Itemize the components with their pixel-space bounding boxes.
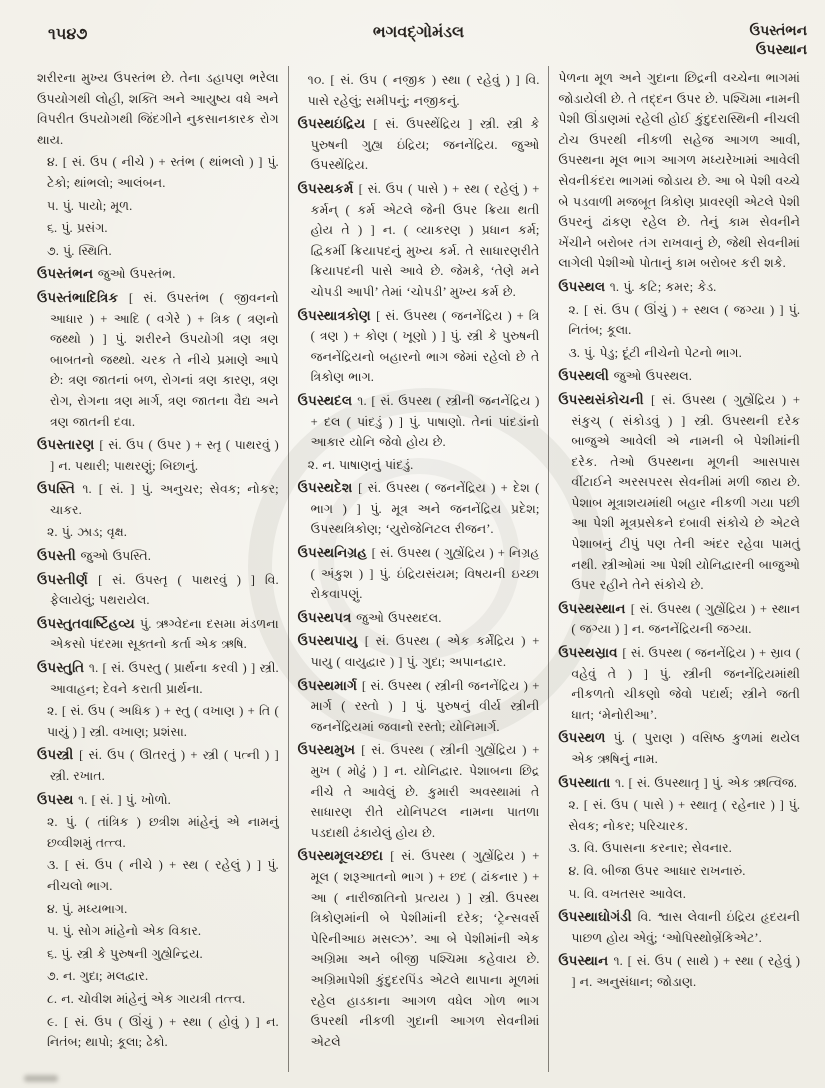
- dictionary-entry: [37, 745, 279, 786]
- headword: ઉપસ્થાન: [558, 953, 614, 969]
- entry-text: [ સં. ઉપસ્થ ( ગુહ્યેંદ્રિય ) + સંકુચ્ ( સંકોડવું ) ] સ્ત્રી. ઉપસ્થની દરેક બાજુએ આવેલી એ નામની બે પેશીમાંની દરેક. તેઓ ઉપસ્થના મૂળની આસપાસ વીંટાઈને અરસપરસ સેવનીમાં મળી જાય છે. પેશાબ મૂત્રાશયમાંથી બહાર નીકળી ગયા પછી આ પેશી મૂત્રપ્રસેકને દબાવી સંકોચે છે એટલે પેશાબનું ટીપું પણ તેની અંદર રહેવા પામતું નથી. સ્ત્રીઓમાં આ પેશી યોનિદ્વારની બાજુઓ ઉપર રહીને તેને સંકોચે છે.: [571, 392, 801, 593]
- headword: ઉપસ્તિ: [37, 481, 83, 497]
- entry-text: ૨. ન. પાષાણનું પાંદડું.: [307, 457, 414, 472]
- dictionary-entry: [558, 773, 800, 794]
- dictionary-entry: [298, 740, 540, 843]
- entry-text: ૨. [ સં. ઉપ ( અધિક ) + સ્તુ ( વખાણ ) + તિ ( પાયું ) ] સ્ત્રી. વખાણ; પ્રશંસા.: [47, 704, 279, 739]
- headword: ઉપસ્ત્રી: [37, 747, 80, 763]
- entry-paragraph: [558, 300, 800, 341]
- dictionary-entry: [37, 614, 279, 655]
- dictionary-entry: [37, 790, 279, 811]
- entry-text: ૫. પું. સોગ માંહેનો એક વિકાર.: [47, 924, 201, 939]
- entry-text: [ સં. ઉપસ્થેંદ્રિય ] સ્ત્રી. સ્ત્રી કે પુરુષની ગુહ્ય ઇંદ્રિય; જનનેંદ્રિય. જુઓ ઉપસ્થેંદ્રિય.: [310, 117, 540, 173]
- entry-paragraph: [37, 241, 279, 262]
- dictionary-entry: [298, 608, 540, 629]
- entry-paragraph: [558, 861, 800, 882]
- entry-text: [ સં. ઉપસ્થ ( સ્ત્રીની જનનેંદ્રિય ) + માર્ગ ( રસ્તો ) ] પું. પુરુષનું વીર્ય સ્ત્રીની જનનેંદ્રિયમાં જવાનો રસ્તો; યોનિમાર્ગ.: [310, 678, 540, 734]
- entry-text: ૫. વિ. વખતસર આવેલ.: [568, 886, 686, 901]
- headword: ઉપસ્તુતવાર્ષ્ટિહવ્ય: [37, 615, 141, 631]
- entry-text: [ સં. ઉપસ્થ ( ગુહ્યેંદ્રિય ) + નિગ્રહ ( અંકુશ ) ] પું. ઇંદ્રિયસંયમ; વિષયની ઇચ્છા રોકવાપણું.: [310, 546, 540, 602]
- entry-paragraph: [37, 196, 279, 217]
- headword: ઉપસ્થમાર્ગ: [297, 677, 362, 693]
- dictionary-entry: [298, 543, 540, 605]
- headword: ઉપસ્તારણ: [37, 437, 100, 453]
- entry-text: [ સં. ઉપસ્થ ( જનનેંદ્રિય ) + ત્રિ ( ત્રણ ) + કોણ ( ખૂણો ) ] પું. સ્ત્રી કે પુરુષની જનનેંદ્રિયનો બહારનો ભાગ જેમાં રહેલો છે તે ત્રિકોણ ભાગ.: [310, 308, 540, 385]
- headword: ઉપસ્થપત્ર: [297, 609, 357, 625]
- entry-paragraph: [37, 855, 279, 896]
- entry-text: ૧. [ સં. ઉપસ્થાતૃ ] પું. એક ઋત્વિજ.: [615, 775, 797, 790]
- entry-text: [ સં. ઉપસ્થ ( સ્ત્રીની ગુહ્યેંદ્રિય ) + મુખ ( મોઢું ) ] ન. યોનિદ્વાર. પેશાબના છિદ્ર નીચે તે આવેલું છે. કુમારી અવસ્થામાં તે સાધારણ રીતે યોનિપટલ નામના પાતળા પડદાથી ઢંકાયેલું હોય છે.: [310, 743, 540, 840]
- entry-text: શરીરના મુખ્ય ઉપસ્તંભ છે. તેના ડહાપણ ભરેલા ઉપયોગથી લોહી, શક્તિ અને આયુષ્ય વધે અને વિપરીત ઉપયોગથી જિંદગીને નુકસાનકારક રોગ થાય.: [37, 71, 279, 147]
- entry-paragraph: [558, 838, 800, 859]
- dictionary-entry: [37, 570, 279, 611]
- dictionary-entry: [298, 676, 540, 738]
- dictionary-entry: [298, 391, 540, 453]
- dictionary-entry: [558, 277, 800, 298]
- headword: ઉપસ્થઇંદ્રિય: [297, 116, 374, 132]
- entry-paragraph: [558, 343, 800, 364]
- entry-text: ૩. વિ. ઉપાસના કરનાર; સેવનાર.: [568, 841, 732, 856]
- dictionary-entry: [298, 846, 540, 1052]
- entry-paragraph: [37, 152, 279, 193]
- entry-paragraph: [37, 966, 279, 987]
- dictionary-entry: [298, 631, 540, 672]
- entry-paragraph: [37, 921, 279, 942]
- entry-text: ૧. [ સં. ઉપસ્તુ ( પ્રાર્થના કરવી ) ] સ્ત્રી. આવાહન; દેવને કરાતી પ્રાર્થના.: [50, 661, 279, 696]
- dictionary-entry: [37, 435, 279, 476]
- headword: ઉપસ્થનિગ્રહ: [297, 545, 372, 561]
- entry-text: [ સં. ઉપસ્થ ( જનનેંદ્રિય ) + દેશ ( ભાગ ) ] પું. મૂત્ર અને જનનેંદ્રિય પ્રદેશ; ઉપસ્થત્રિકોણ; ‘યુરોજેનિટલ રીજન’.: [310, 481, 540, 537]
- entry-text: ૪. [ સં. ઉપ ( નીચે ) + સ્તંભ ( થાંભલો ) ] પું. ટેકો; થાંભલો; આલંબન.: [47, 155, 279, 190]
- column-2: [289, 66, 549, 1072]
- entry-text: પેળના મૂળ અને ગુદાના છિદ્રની વચ્ચેના ભાગમાં જોડાયેલી છે. તે તદ્દન ઉપર છે. પશ્ચિમા નામની પેશી ઊંડાણમાં રહેલી હોઈ કુંદુદરાસ્થિની નીચલી ટોચ ઉપરથી નીકળી સહેજ આગળ આવી, ઉપસ્થના મૂલ ભાગ આગળ મધ્યરેખામાં આવેલી સેવનીકંદરા ભાગમાં જોડાય છે. આ બે પેશી વચ્ચે બે પડવાળી મજબૂત ત્રિકોણ પ્રાવરણી એટલે પેશી ઉપરનું ઢાંકણ રહેલ છે. તેનું કામ સેવનીને ખેંચીને બરોબર તંગ રાખવાનું છે, જેથી સેવનીમાં લાગેલી પેશીઓ પોતાનું કામ બરોબર કરી શકે.: [558, 71, 801, 271]
- dictionary-entry: [298, 306, 540, 388]
- column-1: [28, 66, 288, 1072]
- book-title: ભગવદ્ગોમંડલ: [372, 24, 465, 41]
- entry-text: ૭. ન. ગુદા; મલદ્વાર.: [47, 969, 149, 984]
- entry-text: ૨. [ સં. ઉપ ( ઊંચું ) + સ્થલ ( જગ્યા ) ] પું. નિતંબ; કૂલા.: [568, 302, 801, 338]
- entry-text: ૩. પું. પેડુ; દૂંટી નીચેનો પેટનો ભાગ.: [568, 345, 742, 360]
- dictionary-entry: [558, 728, 800, 769]
- entry-text: જુઓ ઉપસ્તંભ.: [97, 267, 176, 282]
- headword: ઉપસ્થળ: [558, 730, 614, 746]
- entry-text: ૧. [ સં. ] પું. અનુચર; સેવક; નોકર; ચાકર.: [50, 482, 279, 517]
- headword: ઉપસ્થમૂલચ્છદા: [297, 848, 391, 864]
- dictionary-entry: [298, 179, 540, 303]
- dictionary-entry: [37, 658, 279, 699]
- headword: ઉપસ્થકર્મ: [297, 180, 359, 196]
- entry-text: [ સં. ઉપસ્થ ( એક કર્મેંદ્રિય ) + પાયુ ( વાયુદ્વાર ) ] પું. ગુદા; અપાનદ્વાર.: [310, 634, 540, 670]
- headword: ઉપસ્થ: [37, 791, 79, 807]
- headword: ઉપસ્થમુખ: [297, 742, 362, 758]
- headword: ઉપસ્થપાયુ: [297, 633, 365, 649]
- entry-text: જુઓ ઉપસ્થદલ.: [356, 610, 442, 625]
- entry-paragraph: [37, 218, 279, 239]
- footer-smudge: [24, 1075, 58, 1082]
- entry-paragraph: [37, 899, 279, 920]
- headword: ઉપસ્થદલ: [297, 392, 358, 408]
- headword: ઉપસ્થાતા: [558, 774, 616, 790]
- entry-text: જુઓ ઉપસ્તિ.: [80, 549, 151, 564]
- entry-paragraph: [558, 795, 800, 836]
- headword: ઉપસ્થદેશ: [297, 480, 359, 496]
- dictionary-entry: [558, 907, 800, 948]
- entry-paragraph: [558, 68, 800, 274]
- entry-text: ૨. [ સં. ઉપ ( પાસે ) + સ્થાતૃ ( રહેનાર ) ] પું. સેવક; નોકર; પરિચારક.: [568, 798, 801, 833]
- entry-paragraph: [37, 944, 279, 965]
- headword: ઉપસ્થલ: [558, 278, 610, 294]
- entry-text: [ સં. ઉપ ( પાસે ) + સ્થ ( રહેલું ) + કર્મન્ ( કર્મ એટલે જેની ઉપર ક્રિયા થતી હોય તે ) ] ન. ( વ્યાકરણ ) પ્રધાન કર્મ; દ્વિકર્મી ક્રિયાપદનું મુખ્ય કર્મ. તે સાધારણરીતે ક્રિયાપદની પાસે આવે છે. જેમકે, ‘તેણે મને ચોપડી આપી’ તેમાં ‘ચોપડી’ મુખ્ય કર્મ છે.: [310, 181, 540, 299]
- entry-text: ૩. [ સં. ઉપ ( નીચે ) + સ્થ ( રહેલું ) ] પું. નીચલો ભાગ.: [47, 858, 279, 893]
- entry-text: ૫. પું. પાયો; મૂળ.: [47, 198, 133, 213]
- guide-words: [749, 22, 807, 60]
- headword: ઉપસ્તંભાદિત્રિક: [37, 289, 129, 305]
- entry-text: વિ. શ્વાસ લેવાની ઇંદ્રિય હૃદયની પાછળ હોય એવું; ‘ઓપિસ્થોબ્રેંકિએટ’.: [571, 910, 801, 945]
- entry-paragraph: [37, 1012, 279, 1053]
- dictionary-entry: [298, 478, 540, 540]
- entry-text: [ સં. ઉપસ્તંભ ( જીવનનો આધાર ) + આદિ ( વગેરે ) + ત્રિક ( ત્રણનો જથ્થો ) ] પું. શરીરને ઉપયોગી ત્રણ ત્રણ બાબતનો જથ્થો. ચરક તે નીચે પ્રમાણે આપે છે: ત્રણ જાતનાં બળ, રોગનાં ત્રણ કારણ, ત્રણ રોગ, રોગના ત્રણ માર્ગ, ત્રણ જાતના વૈદ્ય અને ત્રણ જાતની દવા.: [50, 290, 279, 429]
- headword: ઉપસ્તુતિ: [37, 660, 89, 676]
- entry-text: ૭. પું. સ્થિતિ.: [47, 243, 112, 258]
- entry-text: ૧૦. [ સં. ઉપ ( નજીક ) સ્થા ( રહેવું ) ] વિ. પાસે રહેલું; સમીપનું; નજીકનું.: [307, 73, 540, 108]
- entry-text: ૮. ન. ચોવીશ માંહેનું એક ગાયત્રી તત્ત્વ.: [47, 991, 246, 1006]
- dictionary-entry: [558, 951, 800, 992]
- dictionary-entry: [37, 546, 279, 567]
- entry-text: [ સં. ઉપસ્થ ( ગુહ્યેંદ્રિય ) + સ્થાન ( જગ્યા ) ] ન. જનનેંદ્રિયની જગ્યા.: [571, 601, 801, 637]
- entry-text: ૬. પું. પ્રસંગ.: [47, 221, 108, 236]
- entry-text: ૨. પું. ( તાંત્રિક ) છત્રીશ માંહેનું એ નામનું છવ્વીશમું તત્ત્વ.: [47, 815, 279, 850]
- guide-word-top: ઉપસ્તંભન: [749, 24, 807, 39]
- dictionary-entry: [558, 643, 800, 725]
- text-columns: [28, 66, 809, 1072]
- entry-text: ૬. પું. સ્ત્રી કે પુરુષની ગુહ્યેન્દ્રિય.: [47, 946, 203, 961]
- headword: ઉપસ્તી: [37, 548, 81, 564]
- entry-text: ૪. વિ. બીજા ઉપર આધાર રાખનારું.: [568, 863, 746, 878]
- entry-text: [ સં. ઉપસ્થ ( જનનેંદ્રિય ) + સ્રાવ ( વહેવું તે ) ] પું. સ્ત્રીની જનનેંદ્રિયમાંથી નીકળતો ચીકણો જેવો પદાર્થ; સ્ત્રીને જતી ધાત; ‘મેનોરીઆ’.: [571, 646, 801, 722]
- column-3: [549, 66, 809, 1072]
- entry-text: ૧. [ સં. ] પું. ખોળો.: [78, 792, 171, 807]
- dictionary-entry: [37, 288, 279, 432]
- entry-text: જુઓ ઉપસ્થલ.: [613, 369, 692, 384]
- headword: ઉપસ્થાઘોગંડી: [558, 909, 638, 925]
- dictionary-entry: [558, 366, 800, 387]
- headword: ઉપસ્થસંકોચની: [558, 391, 652, 407]
- entry-text: ૯. [ સં. ઉપ ( ઊંચું ) + સ્થા ( હોવું ) ] ન. નિતંબ; થાપો; કૂલા; ઢેકો.: [47, 1014, 279, 1050]
- entry-text: ૧. [ સં. ઉપસ્થ ( સ્ત્રીની જનનેંદ્રિય ) + દલ ( પાંદડું ) ] પું. પાષાણો. તેનાં પાંદડાંનો આકાર યોનિ જેવો હોય છે.: [310, 393, 540, 450]
- page-number: ૧૫૪૭: [48, 26, 88, 43]
- entry-paragraph: [37, 68, 279, 150]
- entry-paragraph: [37, 812, 279, 853]
- dictionary-entry: [558, 599, 800, 640]
- headword: ઉપસ્તીર્ણ: [37, 571, 99, 587]
- headword: ઉપસ્થલી: [558, 368, 614, 384]
- headword: ઉપસ્થસ્રાવ: [558, 645, 623, 661]
- entry-paragraph: [37, 989, 279, 1010]
- headword: ઉપસ્થસ્થાન: [558, 600, 631, 616]
- entry-paragraph: [558, 884, 800, 905]
- guide-word-bottom: ઉપસ્થાન: [755, 43, 807, 58]
- entry-paragraph: [298, 70, 540, 111]
- entry-text: ૪. પું. મધ્યભાગ.: [47, 901, 128, 916]
- entry-text: [ સં. ઉપસ્થ ( ગુહ્યેંદ્રિય ) + મૂલ ( શરૂઆતનો ભાગ ) + છદ ( ઢાંકનાર ) + આ ( નારીજાતિનો પ્રત્યય ) ] સ્ત્રી. ઉપસ્થ ત્રિકોણમાંની બે પેશીમાંની દરેક; ‘ટ્રેન્સવર્સ પેરિનીઆઇ મસલ્ઝ’. આ બે પેશીમાંની એક અગ્રિમા અને બીજી પશ્ચિમા કહેવાય છે. અગ્રિમાપેશી કુંદુદરપિંડ એટલે થાપાના મૂળમાં રહેલ હાડકાના આગળ વધેલ ગોળ ભાગ ઉપરથી નીકળી ગુદાની આગળ સેવનીમાં એટલે: [310, 849, 540, 1049]
- entry-text: ૧. પું. કટિ; કમર; કેડ.: [609, 279, 717, 294]
- headword: ઉપસ્તંભન: [37, 266, 98, 282]
- entry-paragraph: [37, 701, 279, 742]
- dictionary-entry: [37, 264, 279, 285]
- entry-paragraph: [37, 522, 279, 543]
- page-header: [30, 22, 807, 68]
- entry-text: પું. ઋગ્વેદના દસમા મંડળના એકસો પંદરમા સૂક્તનો કર્તા એક ઋષિ.: [50, 616, 279, 652]
- entry-text: [ સં. ઉપ ( ઊતરતું ) + સ્ત્રી ( પત્ની ) ] સ્ત્રી. રખાત.: [50, 748, 279, 783]
- dictionary-entry: [37, 479, 279, 520]
- headword: ઉપસ્થાત્રકોણ: [297, 307, 377, 323]
- entry-text: [ સં. ઉપ ( ઉપર ) + સ્તૃ ( પાથરવું ) ] ન. પથારી; પાથરણું; બિછાનું.: [50, 438, 279, 473]
- entry-text: [ સં. ઉપસ્તૃ ( પાથરવું ) ] વિ. ફેલાયેલું; પથરાયેલ.: [50, 572, 279, 608]
- dictionary-entry: [558, 390, 800, 596]
- dictionary-entry: [298, 114, 540, 176]
- entry-text: ૨. પું. ઝાડ; વૃક્ષ.: [47, 525, 127, 540]
- entry-paragraph: [298, 455, 540, 476]
- entry-text: ૧. [ સં. ઉપ ( સાથે ) + સ્થા ( રહેવું ) ] ન. અનુસંધાન; જોડાણ.: [571, 954, 800, 989]
- entry-text: પું. ( પુરાણ ) વસિષ્ઠ કુળમાં થયેલ એક ઋષિનું નામ.: [571, 731, 801, 766]
